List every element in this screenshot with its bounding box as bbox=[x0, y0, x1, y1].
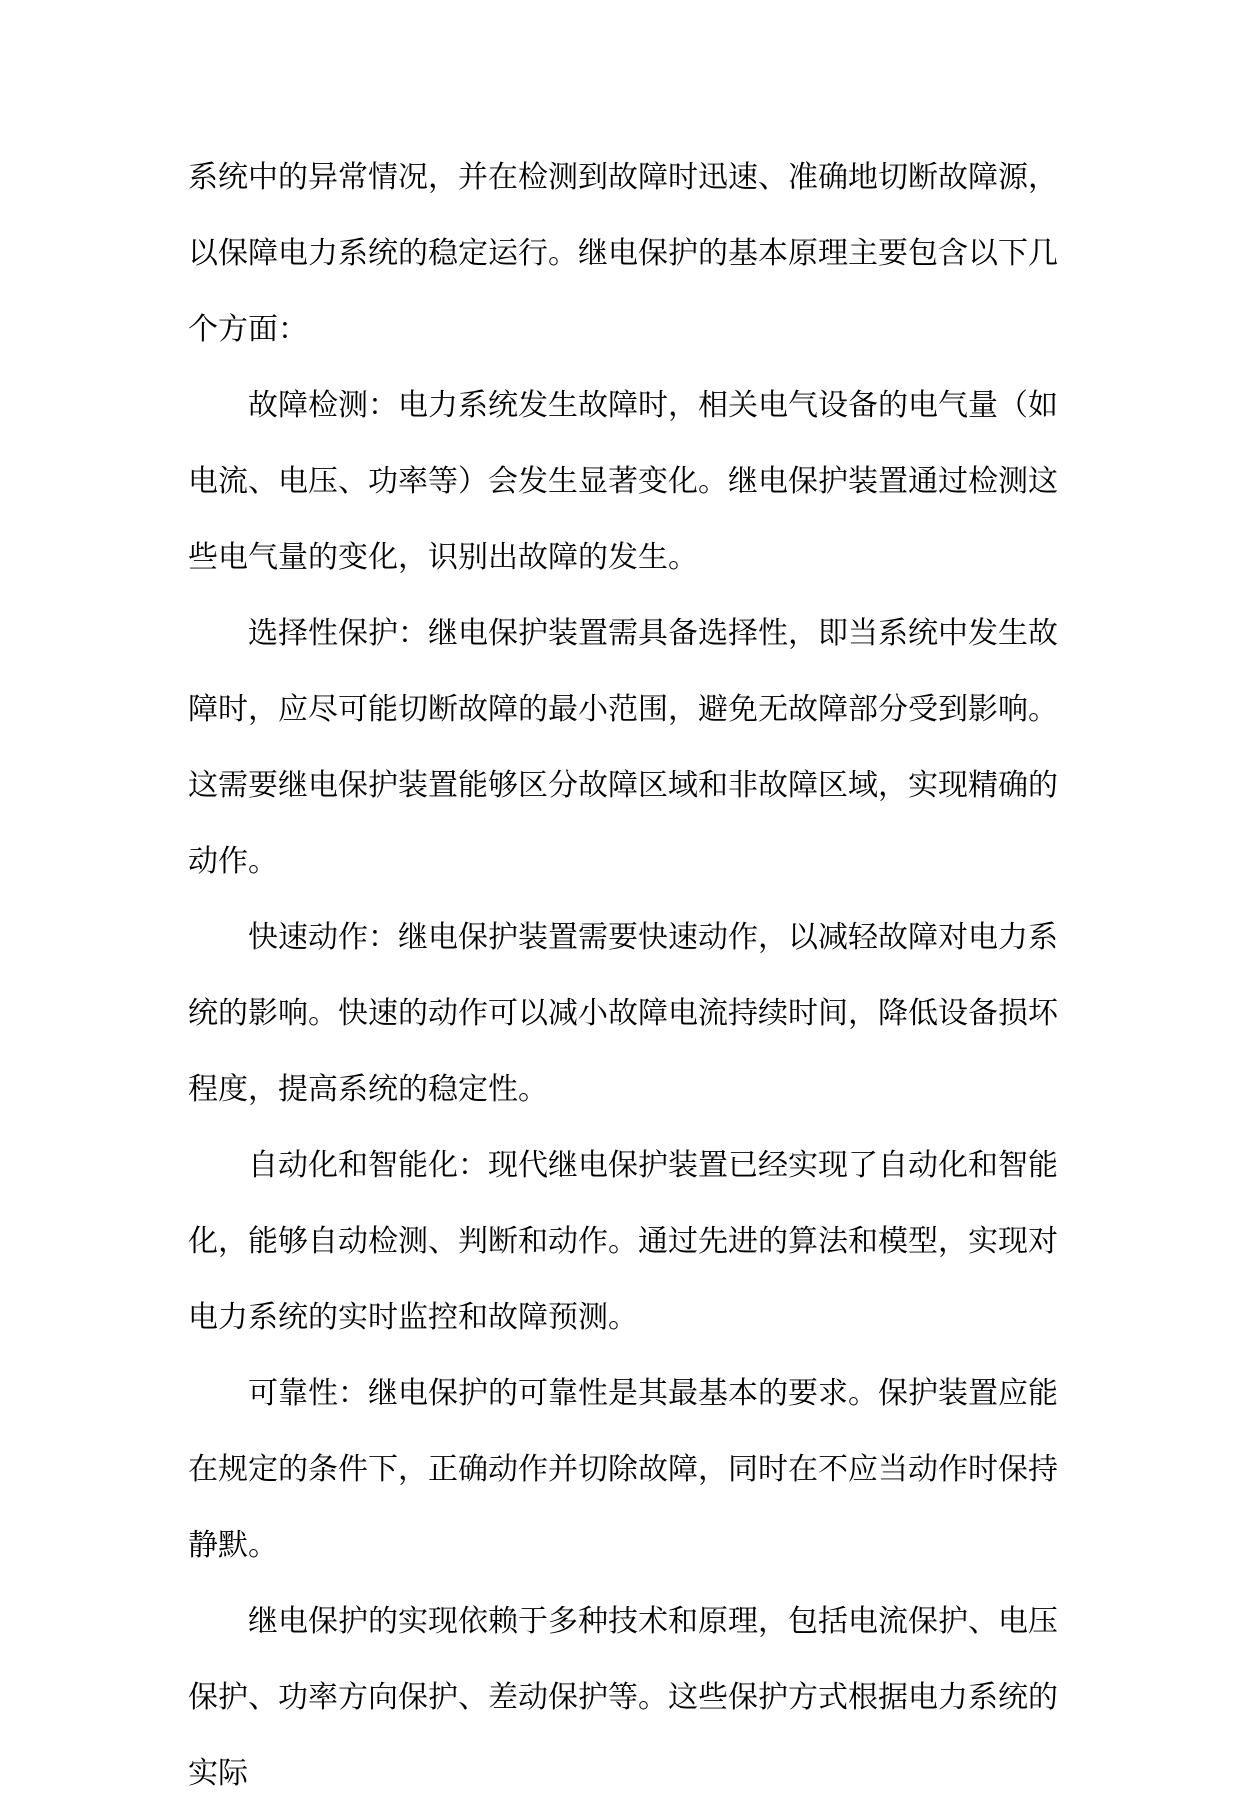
paragraph-fault-detection: 故障检测：电力系统发生故障时，相关电气设备的电气量（如电流、电压、功率等）会发生显著变化。继电保护装置通过检测这些电气量的变化，识别出故障的发生。 bbox=[188, 388, 1058, 575]
paragraph-automation: 自动化和智能化：现代继电保护装置已经实现了自动化和智能化，能够自动检测、判断和动作。通过先进的算法和模型，实现对电力系统的实时监控和故障预测。 bbox=[188, 1148, 1058, 1335]
paragraph-fast-action: 快速动作：继电保护装置需要快速动作，以减轻故障对电力系统的影响。快速的动作可以减小故障电流持续时间，降低设备损坏程度，提高系统的稳定性。 bbox=[188, 920, 1058, 1107]
document-body bbox=[188, 140, 1058, 1812]
paragraph-intro-continued: 系统中的异常情况，并在检测到故障时迅速、准确地切断故障源，以保障电力系统的稳定运行。继电保护的基本原理主要包含以下几个方面： bbox=[188, 160, 1058, 347]
paragraph-implementation: 继电保护的实现依赖于多种技术和原理，包括电流保护、电压保护、功率方向保护、差动保护等。这些保护方式根据电力系统的实际 bbox=[188, 1604, 1058, 1791]
paragraph-selective-protection: 选择性保护：继电保护装置需具备选择性，即当系统中发生故障时，应尽可能切断故障的最小范围，避免无故障部分受到影响。这需要继电保护装置能够区分故障区域和非故障区域，实现精确的动作。 bbox=[188, 616, 1058, 879]
paragraph-reliability: 可靠性：继电保护的可靠性是其最基本的要求。保护装置应能在规定的条件下，正确动作并切除故障，同时在不应当动作时保持静默。 bbox=[188, 1376, 1058, 1563]
